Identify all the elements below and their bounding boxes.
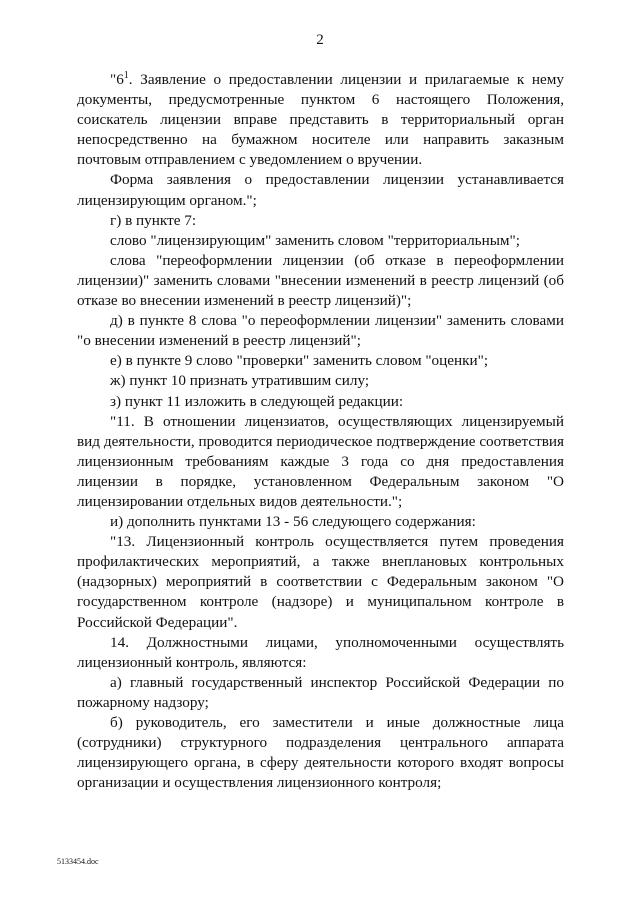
page-number: 2 xyxy=(316,32,324,48)
superscript-1: 1 xyxy=(123,69,129,81)
paragraph-6-1-text: . Заявление о предоставлении лицензии и прилагаемые к нему документы, предусмотренные пунктом 6 настоящего Положения, соискатель лицензии вправе представить в территориальный орган непосредственно на бумажном носителе или направить заказным почтовым отправлением с уведомлением о вручении. xyxy=(77,71,564,169)
document-body xyxy=(77,70,564,793)
paragraph-14: 14. Должностными лицами, уполномоченными осуществлять лицензионный контроль, являются: xyxy=(77,633,564,671)
paragraph-6-1 xyxy=(77,70,564,170)
paragraph-item-g: г) в пункте 7: xyxy=(110,211,197,229)
paragraph-item-zh: ж) пункт 10 признать утратившим силу; xyxy=(110,372,370,390)
paragraph-item-i: и) дополнить пунктами 13 - 56 следующего содержания: xyxy=(110,513,476,531)
paragraph-6-1-prefix: "6 xyxy=(110,71,124,88)
paragraph-item-e: е) в пункте 9 слово "проверки" заменить словом "оценки"; xyxy=(110,352,489,370)
paragraph-word-replace: слово "лицензирующим" заменить словом "территориальным"; xyxy=(110,231,520,249)
paragraph-13: "13. Лицензионный контроль осуществляется путем проведения профилактических мероприятий, а также внеплановых контрольных (надзорных) мероприятий в соответствии с Федеральным законом "О государственном контроле (надзоре) и муниципальном контроле в Российской Федерации". xyxy=(77,533,564,631)
paragraph-words-replace: слова "переоформлении лицензии (об отказе в переоформлении лицензии)" заменить словами "внесении изменений в реестр лицензий (об отказе во внесении изменений в реестр лицензий)"; xyxy=(77,251,564,310)
paragraph-form-of-application: Форма заявления о предоставлении лицензии устанавливается лицензирующим органом."; xyxy=(77,171,564,209)
paragraph-14-a: а) главный государственный инспектор Российской Федерации по пожарному надзору; xyxy=(77,673,564,711)
paragraph-item-d: д) в пункте 8 слова "о переоформлении лицензии" заменить словами "о внесении изменений в реестр лицензий"; xyxy=(77,312,564,350)
document-footer: 5133454.doc xyxy=(57,857,99,866)
paragraph-item-z: з) пункт 11 изложить в следующей редакции: xyxy=(110,392,404,410)
paragraph-11: "11. В отношении лицензиатов, осуществляющих лицензируемый вид деятельности, проводится периодическое подтверждение соответствия лицензионным требованиям каждые 3 года со дня предоставления лицензии в порядке, установленном Федеральным законом "О лицензировании отдельных видов деятельности."; xyxy=(77,412,564,510)
paragraph-14-b: б) руководитель, его заместители и иные должностные лица (сотрудники) структурного подразделения центрального аппарата лицензирующего органа, в сферу деятельности которого входят вопросы организации и осуществления лицензионного контроля; xyxy=(77,714,564,792)
